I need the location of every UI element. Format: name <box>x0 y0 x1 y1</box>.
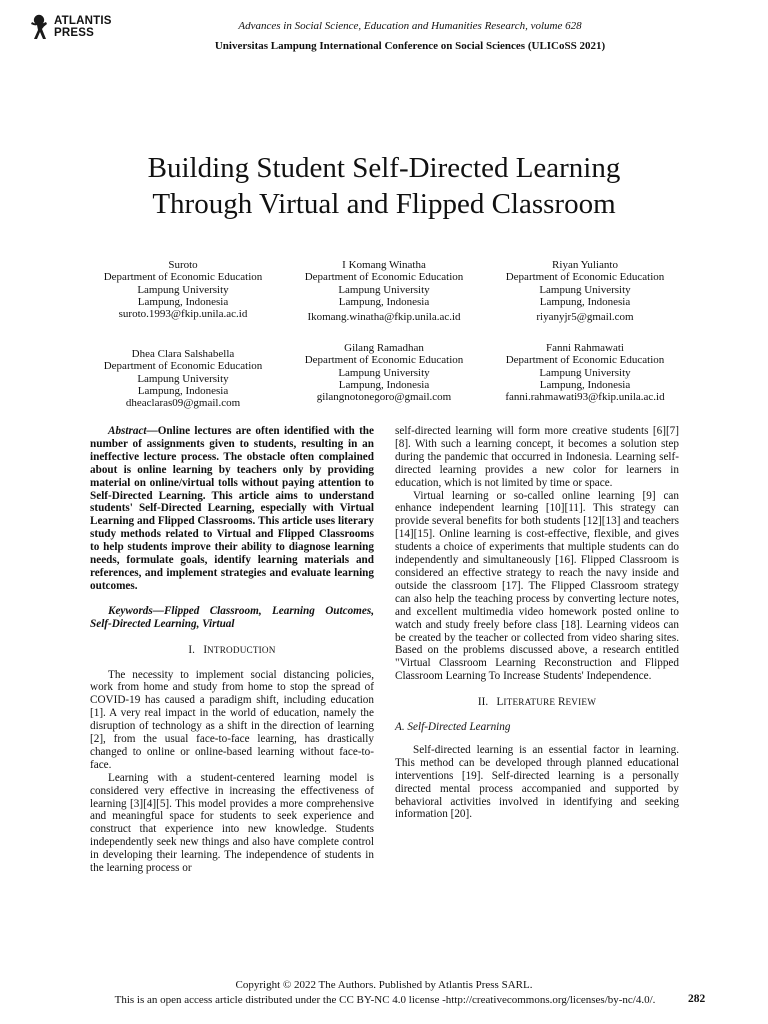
section-heading-literature-review: II. LITERATURE REVIEW <box>477 696 597 709</box>
author-name: Suroto <box>168 259 198 271</box>
atlas-figure-icon <box>28 14 50 40</box>
author-dept: Department of Economic Education <box>505 271 665 284</box>
author-univ: Lampung University <box>137 283 229 296</box>
author-location: Lampung, Indonesia <box>338 295 430 308</box>
author-location: Lampung, Indonesia <box>137 295 229 308</box>
author-email: dheaclaras09@gmail.com <box>125 397 241 410</box>
body-paragraph: self-directed learning will form more creative students [6][7][8]. With such a learning concept, it becomes a solution step during the pandemic that occurred in Indonesia. Learning self-directed learning provides a new color for learners in education, which is not limited by time or space. <box>395 425 679 489</box>
abstract <box>90 425 374 593</box>
abstract-label: Abstract <box>108 425 147 437</box>
author-block <box>284 342 484 403</box>
conference-title: Universitas Lampung International Conference on Social Sciences (ULICoSS 2021) <box>214 40 606 52</box>
keywords-label: Keywords <box>108 604 153 617</box>
publisher-name: ATLANTIS PRESS <box>54 15 112 39</box>
license-notice: This is an open access article distributed under the CC BY-NC 4.0 license -http://creativecommons.org/licenses/by-nc/4.0/. <box>114 994 656 1006</box>
author-email: riyanyjr5@gmail.com <box>536 311 634 324</box>
body-paragraph: Learning with a student-centered learning model is considered very effective in increasing the effectiveness of learning [3][4][5]. This model provides a more comprehensive and meaningful space for students to seek experience and construct that experience into new knowledge. Students independently seek new things and also have complete control in developing their learning. The independence of students in the learning process or <box>90 771 374 875</box>
publisher-logo <box>28 14 128 44</box>
author-name: Gilang Ramadhan <box>344 342 424 354</box>
author-block <box>485 342 685 403</box>
section-heading-introduction: I. INTRODUCTION <box>188 643 276 656</box>
author-dept: Department of Economic Education <box>304 271 464 284</box>
author-name: Fanni Rahmawati <box>546 342 624 354</box>
author-univ: Lampung University <box>137 372 229 385</box>
keywords <box>90 605 374 631</box>
author-location: Lampung, Indonesia <box>539 378 631 391</box>
paper-title: Building Student Self-Directed Learning Through Virtual and Flipped Classroom <box>147 152 621 220</box>
author-univ: Lampung University <box>338 283 430 296</box>
author-dept: Department of Economic Education <box>103 271 263 284</box>
copyright-notice: Copyright © 2022 The Authors. Published by Atlantis Press SARL. <box>235 979 533 991</box>
abstract-text: —Online lectures are often identified with the number of assignments given to students, resulting in an ineffective lecture process. The obstacle often complained about is online learning by teachers only by providing material on online/virtual tolls without paying attention to Self-Directed Learning. This article aims to understand students' Self-Directed Learning, especially with Virtual Learning and Flipped Classrooms. This article uses literary study methods related to Virtual and Flipped Classrooms to help students improve their ability to diagnose learning needs, formulate goals, identify learning materials and references, and implement strategies and evaluate learning outcomes. <box>90 425 374 592</box>
author-email: fanni.rahmawati93@fkip.unila.ac.id <box>505 391 665 404</box>
left-column <box>90 425 374 875</box>
right-column <box>395 425 679 821</box>
author-email: suroto.1993@fkip.unila.ac.id <box>118 308 248 321</box>
body-paragraph: Self-directed learning is an essential factor in learning. This method can be developed through planned educational interventions [19]. Self-directed learning is a personally directed mental process accompanied and supported by behavioral activities involved in identifying and seeking information [20]. <box>395 743 679 821</box>
author-dept: Department of Economic Education <box>304 354 464 367</box>
journal-title: Advances in Social Science, Education and Humanities Research, volume 628 <box>238 20 582 32</box>
keywords-text: —Flipped Classroom, Learning Outcomes, Self-Directed Learning, Virtual <box>90 604 374 630</box>
body-paragraph: Virtual learning or so-called online learning [9] can enhance independent learning [10][11]. This strategy can provide several benefits for both students [12][13] and teachers [14][15]. Online learning is cost-effective, flexible, and gives students a choice of experiments that multiple students can do independently and simultaneously [16]. Flipped Classroom is considered an effective strategy to reach the navy inside and outside the classroom [17]. The Flipped Classroom strategy can also help the teaching process by converting lecture notes, and excellent multimedia video homework posted online to watch and study freely before class [18]. Learning videos can be created by the teacher or collected from video sharing sites. Based on the problems discussed above, a research entitled "Virtual Classroom Learning Reconstruction and Flipped Classroom Learning To Increase Students' Independence. <box>395 489 679 683</box>
author-name: Riyan Yulianto <box>552 259 618 271</box>
author-block <box>83 348 283 409</box>
author-name: I Komang Winatha <box>342 259 426 271</box>
author-email: Ikomang.winatha@fkip.unila.ac.id <box>307 311 461 324</box>
author-location: Lampung, Indonesia <box>539 295 631 308</box>
author-block <box>485 259 685 323</box>
author-location: Lampung, Indonesia <box>338 378 430 391</box>
author-name: Dhea Clara Salshabella <box>131 348 235 360</box>
author-email: gilangnotonegoro@gmail.com <box>316 391 452 404</box>
subsection-heading: A. Self-Directed Learning <box>395 721 511 734</box>
author-univ: Lampung University <box>338 366 430 379</box>
author-univ: Lampung University <box>539 366 631 379</box>
author-block <box>284 259 484 323</box>
author-univ: Lampung University <box>539 283 631 296</box>
body-paragraph: The necessity to implement social distancing policies, work from home and study from home to stop the spread of COVID-19 has caused a paradigm shift, including education [1]. A very real impact in the world of education, namely the disruption of technology as a shift in the direction of learning [2], from the usual face-to-face learning, has drastically changed to online or online-based learning without face-to-face. <box>90 668 374 771</box>
author-dept: Department of Economic Education <box>103 360 263 373</box>
author-block <box>83 259 283 320</box>
page-number: 282 <box>688 993 706 1005</box>
author-location: Lampung, Indonesia <box>137 384 229 397</box>
author-dept: Department of Economic Education <box>505 354 665 367</box>
